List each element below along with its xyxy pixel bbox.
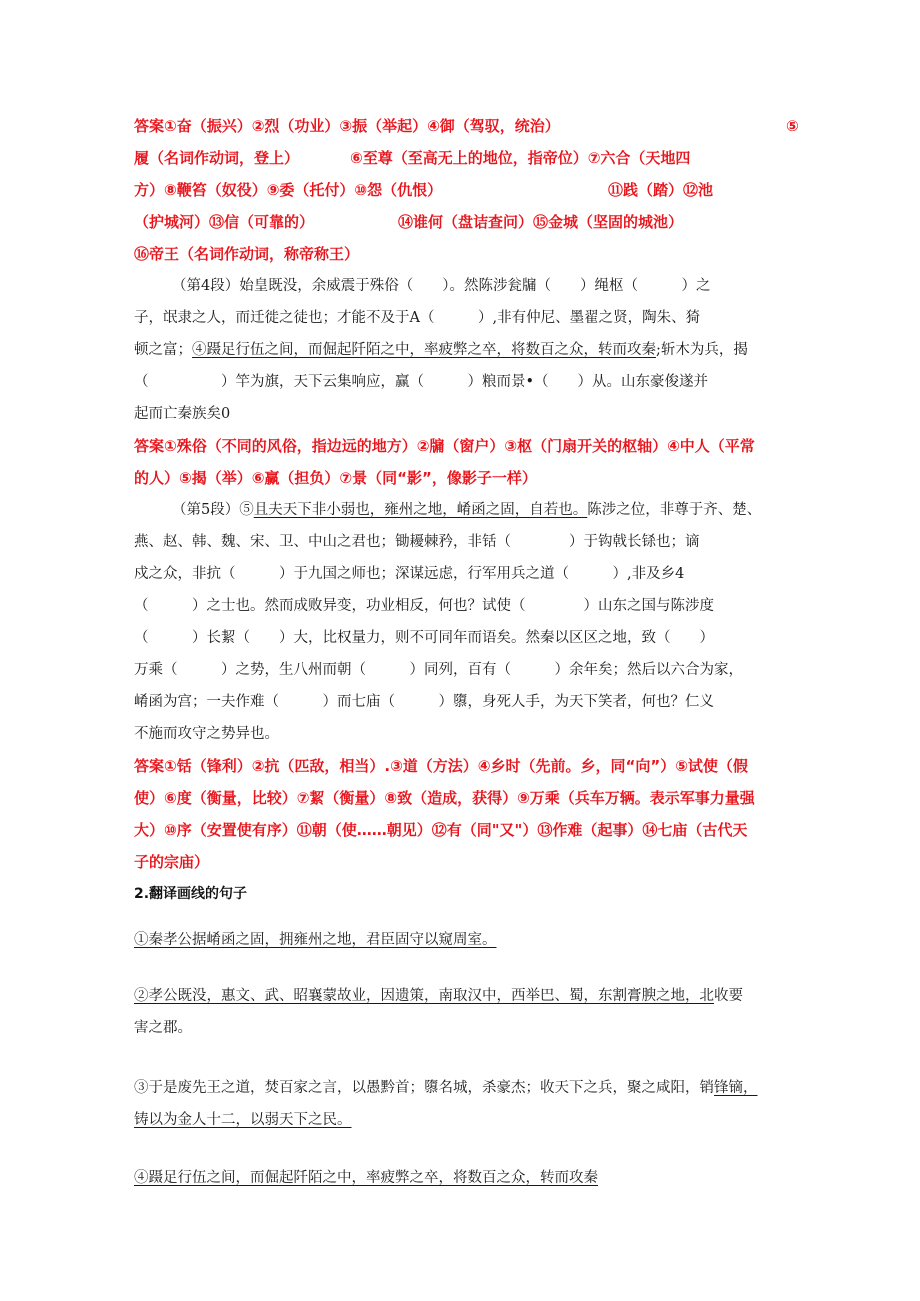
passage-line: （ ）长絜（ ）大，比权量力，则不可同年而语矣。然秦以区区之地，致（ ） [134,630,714,646]
passage-line: 万乘（ ）之势，生八州而朝（ ）同列，百有（ ）余年矣；然后以六合为家， [134,662,743,678]
answer-line: 大）⑩序（安置使有序）⑪朝（使……朝见）⑫有（同"又"）⑬作难（起事）⑭七庙（古代天 [134,821,748,839]
translation-sentence-3 [134,1078,758,1098]
answer-line: 子的宗庙） [134,853,210,871]
underlined-sentence: 且夫天下非小弱也，雍州之地，崤函之固，自若也。 [253,502,588,518]
passage-text: 收要 [714,988,743,1004]
answer-line: ⑭谁何（盘诘查问）⑮金城（坚固的城池） [398,213,684,231]
passage-text: ;斩木为兵，揭 [656,342,748,358]
passage-line: 不施而攻守之势异也。 [134,726,279,742]
answer-line: ⑪践（踏）⑫池 [608,181,714,199]
passage-line: （第4段）始皇既没，余威震于殊俗（ ）。然陈涉瓮牖（ ）绳枢（ ）之 [172,278,711,294]
translation-sentence-1: ①秦孝公据崤函之固，拥雍州之地，君臣固守以窥周室。 [134,932,497,948]
section-heading: 2.翻译画线的句子 [134,886,248,902]
answer-line: ⑤ [786,117,799,135]
underlined-sentence: ④蹑足行伍之间，而倔起阡陌之中，率疲弊之卒，将数百之众，转而攻秦 [192,342,656,358]
translation-sentence-3-cont: 铸以为金人十二，以弱天下之民。 [134,1112,352,1128]
passage-line: （ ）竿为旗，天下云集响应，赢（ ）粮而景•（ ）从。山东豪俊遂并 [134,374,709,390]
answer-line: ⑯帝王（名词作动词，称帝称王） [134,245,360,263]
answer-line: （护城河）⑬信（可靠的） [134,213,315,231]
answer-line: 答案①奋（振兴）②烈（功业）③振（举起）④御（驾驭，统治） [134,117,560,135]
answer-line: 方）⑧鞭笞（奴役）⑨委（托付）⑩怨（仇恨） [134,181,443,199]
answer-line: 的人）⑤揭（举）⑥赢（担负）⑦景（同“影”，像影子一样） [134,469,537,487]
passage-line: 戍之众，非抗（ ）于九国之师也；深谋远虑，行军用兵之道（ ）,非及乡4 [134,566,685,582]
passage-line [172,500,761,520]
passage-line: 崤函为宫；一夫作难（ ）而七庙（ ）隳，身死人手，为天下笑者，何也？仁义 [134,694,714,710]
passage-line: 起而亡秦族矣0 [134,406,231,422]
answer-line: 使）⑥度（衡量，比较）⑦絜（衡量）⑧致（造成，获得）⑨万乘（兵车万辆。表示军事力量强 [134,789,755,807]
passage-text: 顿之富； [134,342,192,358]
answer-line: 答案①殊俗（不同的风俗，指边远的地方）②牖（窗户）③枢（门扇开关的枢轴）④中人（平常 [134,437,755,455]
translation-sentence-2 [134,986,743,1006]
answer-line: 答案①铦（锋利）②抗（匹敌，相当）.③道（方法）④乡时（先前。乡，同“向”）⑤试使（假 [134,757,748,775]
passage-line: 子，氓隶之人，而迁徙之徒也；才能不及于A（ ）,非有仲尼、墨翟之贤，陶朱、猗 [134,310,701,326]
answer-line: 履（名词作动词，登上） [134,149,300,167]
passage-line [134,340,748,360]
passage-text: ③于是废先王之道，焚百家之言，以愚黔首；隳名城，杀豪杰；收天下之兵，聚之咸阳，销 [134,1080,714,1096]
passage-line: 燕、赵、韩、魏、宋、卫、中山之君也；锄耰棘矜，非铦（ ）于钩戟长铩也；谪 [134,534,700,550]
passage-text: （第5段）⑤ [172,502,254,518]
passage-line: （ ）之士也。然而成败异变，功业相反，何也？试使（ ）山东之国与陈涉度 [134,598,714,614]
underlined-sentence: 锋镝， [714,1080,758,1096]
answer-line: ⑥至尊（至高无上的地位，指帝位）⑦六合（天地四 [350,149,691,167]
passage-text: 陈涉之位，非尊于齐、楚、 [587,502,762,518]
translation-sentence-4: ④蹑足行伍之间，而倔起阡陌之中，率疲弊之卒，将数百之众，转而攻秦 [134,1170,598,1186]
translation-sentence-2-cont: 害之郡。 [134,1020,192,1036]
underlined-sentence: ②孝公既没，惠文、武、昭襄蒙故业，因遗策，南取汉中，西举巴、蜀，东割膏腴之地，北 [134,988,714,1004]
